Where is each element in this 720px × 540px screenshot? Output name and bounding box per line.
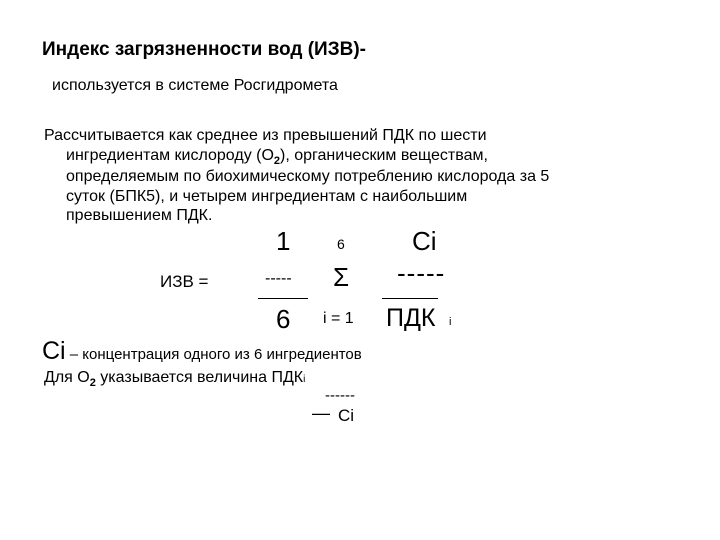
sigma-icon: Σ bbox=[333, 262, 350, 292]
paragraph-line bbox=[44, 146, 694, 168]
o2-note-middle: указывается величина ПДК bbox=[95, 369, 304, 386]
formula-ratio-line bbox=[382, 298, 438, 299]
formula-lhs: ИЗВ = bbox=[160, 272, 209, 291]
formula-ci: Ci bbox=[412, 226, 437, 256]
formula-fraction-line bbox=[258, 298, 308, 299]
o2-note-prefix: Для О bbox=[44, 369, 90, 386]
o2-note-subscript: 2 bbox=[89, 377, 96, 389]
o2-note bbox=[44, 369, 305, 387]
sum-upper-limit: 6 bbox=[337, 236, 345, 252]
formula-pdk: ПДК bbox=[386, 304, 436, 332]
paragraph-text: ингредиентам кислороду (О bbox=[66, 146, 274, 164]
formula-denominator-six: 6 bbox=[276, 304, 291, 334]
formula-numerator-one: 1 bbox=[276, 226, 291, 256]
paragraph-line: Рассчитывается как среднее из превышений ПДК по шести bbox=[44, 127, 487, 144]
formula-fraction-dashes: ----- bbox=[265, 270, 292, 287]
definition-text: – концентрация одного из 6 ингредиентов bbox=[65, 346, 362, 363]
oxygen-subscript: 2 bbox=[273, 154, 281, 167]
o2-ratio-dashes: ------ bbox=[325, 387, 355, 404]
paragraph-line: суток (БПК5), и четырем ингредиентам с наибольшим bbox=[66, 187, 468, 205]
definition-ci: Ci bbox=[42, 337, 66, 365]
page-title: Индекс загрязненности вод (ИЗВ)- bbox=[42, 39, 366, 60]
ci-definition bbox=[42, 337, 362, 366]
paragraph-text: ), органическим веществам, bbox=[280, 146, 488, 164]
o2-ratio-long-dash: — bbox=[312, 403, 330, 423]
sum-lower-limit: i = 1 bbox=[323, 310, 354, 327]
formula-ratio-dashes: ----- bbox=[397, 258, 446, 288]
o2-note-pdk-subscript: i bbox=[303, 374, 306, 385]
o2-ratio-ci: Сi bbox=[338, 406, 355, 425]
page-subtitle: используется в системе Росгидромета bbox=[52, 77, 338, 94]
formula-pdk-subscript: i bbox=[449, 316, 452, 328]
paragraph-line: определяемым по биохимическому потреблению кислорода за 5 bbox=[66, 168, 550, 185]
description-paragraph bbox=[44, 126, 694, 226]
paragraph-line: превышением ПДК. bbox=[66, 207, 213, 224]
